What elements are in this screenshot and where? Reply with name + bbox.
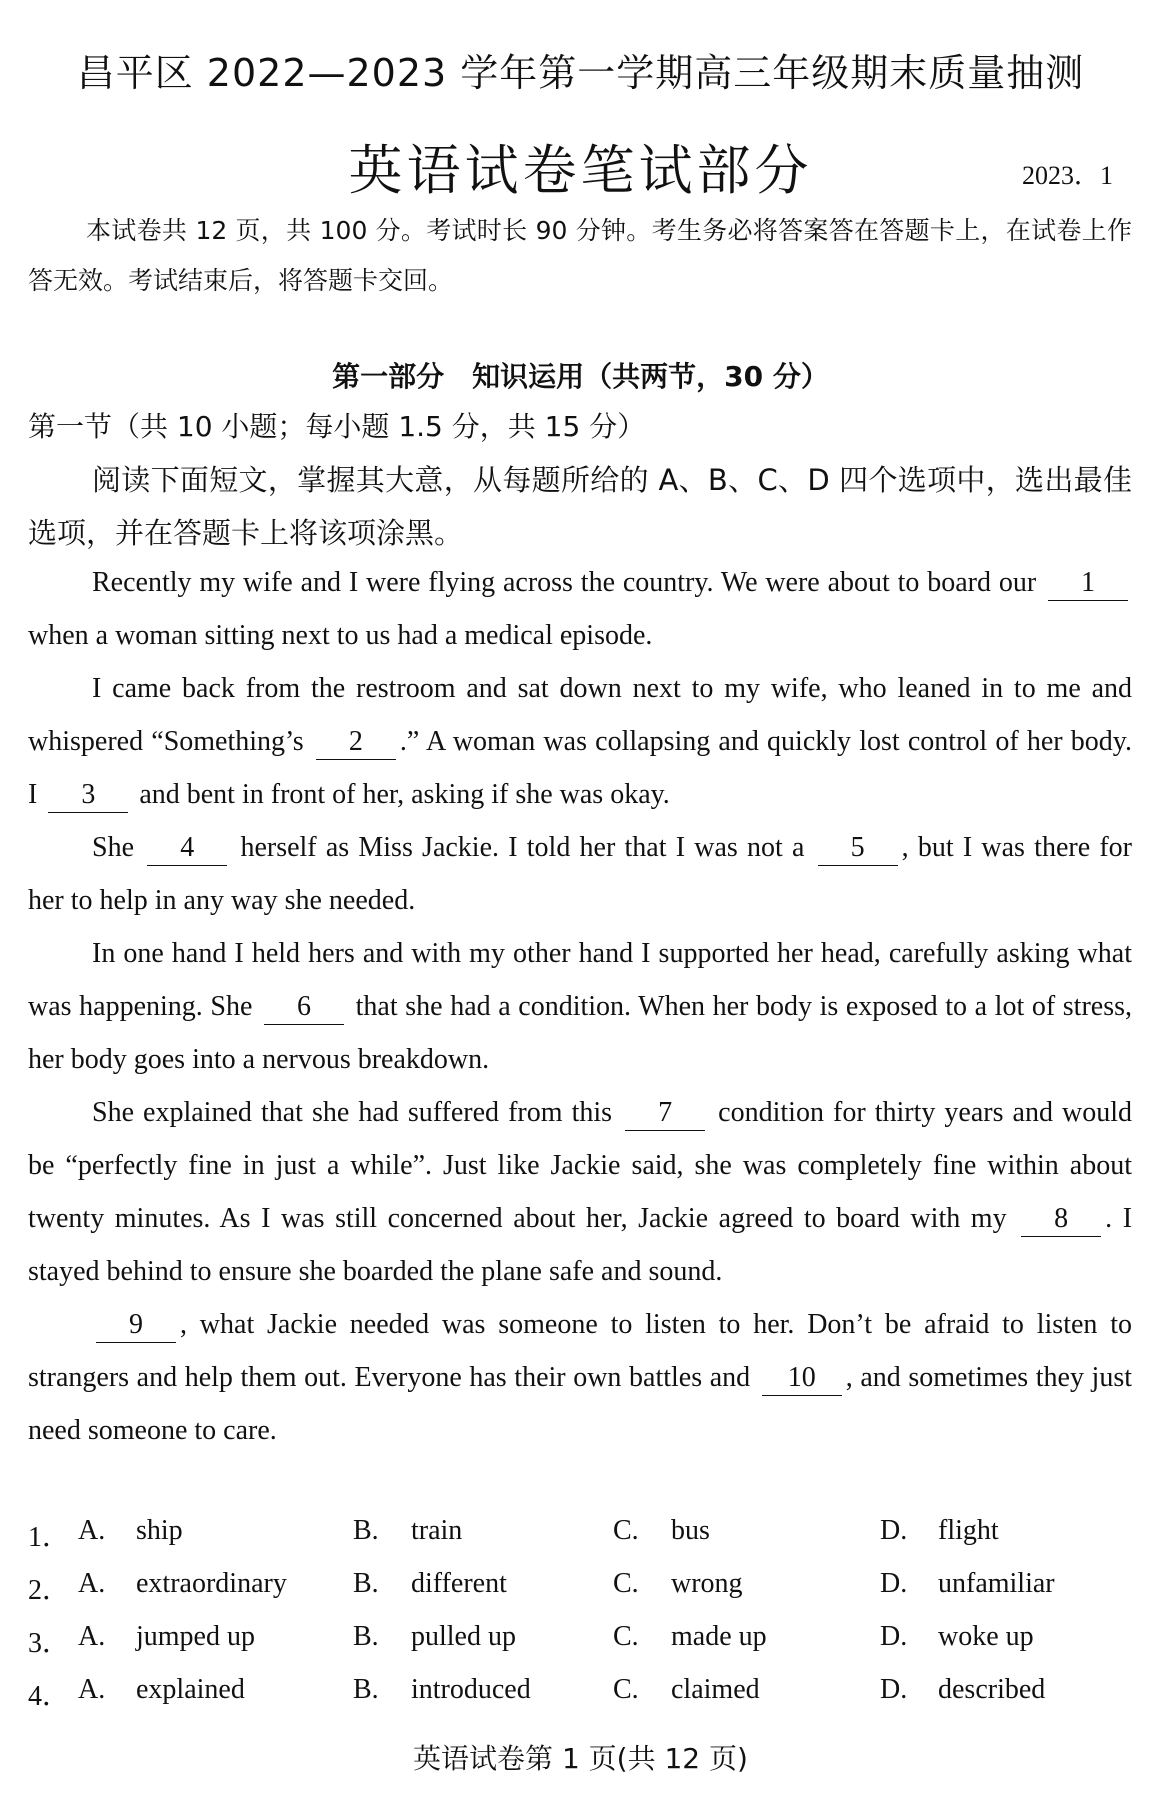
blank-4: 4 — [147, 831, 227, 866]
exam-title: 昌平区 2022—2023 学年第一学期高三年级期末质量抽测 — [76, 51, 1085, 95]
question-number: 1． — [28, 1522, 71, 1553]
option-c: C. made up — [613, 1621, 767, 1652]
option-a: A. ship — [78, 1515, 183, 1546]
part-one-heading: 第一部分 知识运用（共两节，30 分） — [332, 360, 829, 393]
option-d: D. described — [880, 1674, 1046, 1705]
cloze-passage — [28, 556, 1132, 1457]
section-one-heading: 第一节（共 10 小题；每小题 1.5 分，共 15 分） — [28, 410, 646, 443]
option-c: C. wrong — [613, 1568, 743, 1599]
blank-2: 2 — [316, 725, 396, 760]
passage-paragraph-5: She explained that she had suffered from this 7 condition for thirty years and would be “perfectly fine in just a while”. Just like Jackie said, she was completely fine within about twenty minutes. As I was still concerned about her, Jackie agreed to board with my 8 . I stayed behind to ensure she boarded the plane safe and sound. — [28, 1097, 1133, 1287]
option-c: C. bus — [613, 1515, 710, 1546]
blank-9: 9 — [96, 1308, 176, 1343]
blank-3: 3 — [48, 778, 128, 813]
blank-8: 8 — [1021, 1202, 1101, 1237]
section-instructions: 阅读下面短文，掌握其大意，从每题所给的 A、B、C、D 四个选项中，选出最佳选项，并在答题卡上将该项涂黑。 — [28, 463, 1132, 550]
option-row-1 — [28, 1507, 1132, 1560]
option-d: D. flight — [880, 1515, 999, 1546]
blank-1: 1 — [1048, 566, 1128, 601]
option-c: C. claimed — [613, 1674, 760, 1705]
passage-paragraph-3: She 4 herself as Miss Jackie. I told her that I was not a 5 , but I was there for her to help in any way she needed. — [28, 832, 1132, 916]
option-d: D. unfamiliar — [880, 1568, 1055, 1599]
question-number: 2． — [28, 1575, 71, 1606]
question-number: 3． — [28, 1628, 71, 1659]
option-b: B. different — [353, 1568, 507, 1599]
option-b: B. introduced — [353, 1674, 531, 1705]
subject-title: 英语试卷笔试部分 — [348, 139, 813, 202]
blank-5: 5 — [818, 831, 898, 866]
option-d: D. woke up — [880, 1621, 1034, 1652]
exam-date: 2023．1 — [1021, 161, 1113, 190]
blank-10: 10 — [762, 1361, 842, 1396]
option-a: A. extraordinary — [78, 1568, 287, 1599]
option-row-4 — [28, 1666, 1132, 1719]
blank-7: 7 — [625, 1096, 705, 1131]
option-row-2 — [28, 1560, 1132, 1613]
option-a: A. explained — [78, 1674, 245, 1705]
question-number: 4． — [28, 1681, 71, 1712]
blank-6: 6 — [264, 990, 344, 1025]
option-b: B. pulled up — [353, 1621, 516, 1652]
option-a: A. jumped up — [78, 1621, 255, 1652]
answer-options — [28, 1507, 1132, 1719]
passage-paragraph-4: In one hand I held hers and with my other hand I supported her head, carefully asking what was happening. She 6 that she had a condition. When her body is exposed to a lot of stress, her body goes into a nervous breakdown. — [28, 938, 1133, 1075]
page-footer: 英语试卷第 1 页(共 12 页) — [413, 1742, 748, 1775]
passage-paragraph-2: I came back from the restroom and sat down next to my wife, who leaned in to me and whispered “Something’s 2 .” A woman was collapsing and quickly lost control of her body. I 3 and bent in front of her, asking if she was okay. — [28, 662, 1132, 821]
option-b: B. train — [353, 1515, 463, 1546]
passage-paragraph-6: 9 , what Jackie needed was someone to listen to her. Don’t be afraid to listen to strangers and help them out. Everyone has their own battles and 10 , and sometimes they just need someone to care. — [28, 1309, 1133, 1446]
passage-paragraph-1: Recently my wife and I were flying across the country. We were about to board our 1 when a woman sitting next to us had a medical episode. — [28, 556, 1132, 662]
exam-intro: 本试卷共 12 页，共 100 分。考试时长 90 分钟。考生务必将答案答在答题卡上，在试卷上作答无效。考试结束后，将答题卡交回。 — [28, 216, 1132, 295]
option-row-3 — [28, 1613, 1132, 1666]
